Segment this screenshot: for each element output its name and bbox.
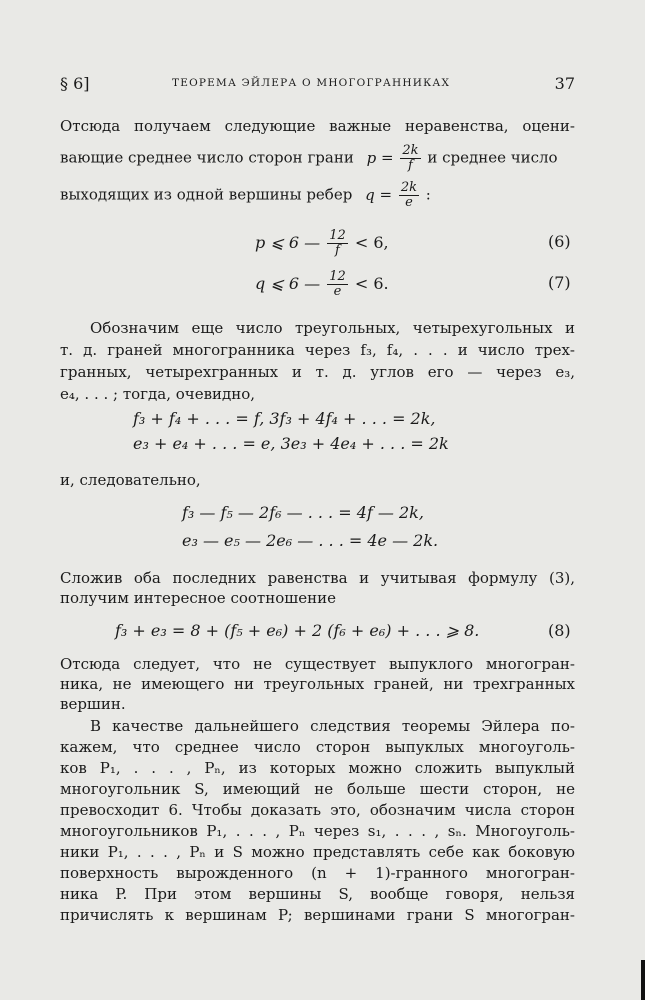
fraction-2k-over-f [400, 144, 420, 173]
fraction-numerator: 12 [329, 228, 346, 243]
paragraph-line: кажем, что среднее число сторон выпуклых многоуголь- [60, 738, 575, 756]
text-fragment: выходящих из одной вершины ребер [60, 185, 353, 204]
text-fragment: вающие среднее число сторон грани [60, 148, 354, 167]
var-p: p [366, 148, 377, 167]
equals-sign: = [379, 185, 393, 204]
fraction-denominator: f [408, 158, 413, 173]
equation-8: f₃ + e₃ = 8 + (f₅ + e₆) + 2 (f₆ + e₆) + . . . ⩾ 8. [115, 621, 480, 640]
equation-lhs: p ⩽ 6 — [255, 233, 321, 252]
system-equation-line: e₃ + e₄ + . . . = e, 3e₃ + 4e₄ + . . . = 2k [133, 434, 449, 453]
fraction-denominator: e [405, 195, 413, 210]
equation-7 [255, 270, 389, 299]
fraction-12-over-f [327, 229, 348, 258]
running-header [60, 74, 575, 96]
page-number: 37 [554, 74, 575, 93]
paragraph-line: e₄, . . . ; тогда, очевидно, [60, 385, 256, 403]
equation-lhs: q ⩽ 6 — [255, 274, 321, 293]
paragraph-line: т. д. граней многогранника через f₃, f₄, . . . и число трех- [60, 341, 575, 359]
paragraph-line: поверхность вырожденного (n + 1)-гранного многогран- [60, 864, 575, 882]
var-q: q [365, 185, 375, 204]
scan-edge-mark [641, 960, 645, 1000]
system-equation-line: e₃ — e₅ — 2e₆ — . . . = 4e — 2k. [182, 531, 439, 550]
equation-label-6: (6) [548, 232, 571, 251]
equals-sign: = [381, 148, 394, 167]
colon: : [425, 185, 431, 204]
paragraph-line: ника P. При этом вершины S, вообще говоря, нельзя [60, 885, 575, 903]
paragraph-line: Сложив оба последних равенства и учитывая формулу (3), [60, 569, 575, 587]
paragraph-line: многоугольник S, имеющий не больше шести сторон, не [60, 780, 575, 798]
fraction-numerator: 2k [402, 143, 419, 158]
equation-6 [255, 229, 389, 258]
section-mark: § 6] [60, 74, 90, 93]
paragraph-line: ков P₁, . . . , Pₙ, из которых можно сложить выпуклый [60, 759, 575, 777]
paragraph-line: причислять к вершинам P; вершинами грани S многогран- [60, 906, 575, 924]
fraction-numerator: 12 [329, 269, 346, 284]
equation-rhs: < 6. [354, 274, 389, 293]
paragraph-line: гранных, четырехгранных и т. д. углов его — через e₃, [60, 363, 575, 381]
paragraph-line: многоугольников P₁, . . . , Pₙ через s₁, . . . , sₙ. Многоуголь- [60, 822, 575, 840]
text-line: и, следовательно, [60, 471, 201, 489]
system-equation-line: f₃ — f₅ — 2f₆ — . . . = 4f — 2k, [182, 503, 424, 522]
paragraph-line: Отсюда следует, что не существует выпуклого многогран- [60, 655, 575, 673]
equation-label-8: (8) [548, 621, 571, 640]
paragraph-line: В качестве дальнейшего следствия теоремы Эйлера по- [90, 717, 575, 735]
header-title: ТЕОРЕМА ЭЙЛЕРА О МНОГОГРАННИКАХ [172, 77, 451, 89]
paragraph-line: ника, не имеющего ни треугольных граней, ни трехгранных [60, 675, 575, 693]
fraction-12-over-e [327, 270, 348, 299]
paragraph-line: превосходит 6. Чтобы доказать это, обозначим числа сторон [60, 801, 575, 819]
text-line-with-fraction [60, 181, 575, 210]
text-line: Отсюда получаем следующие важные неравенства, оцени- [60, 117, 575, 135]
text-line-with-fraction [60, 144, 575, 173]
system-equation-line: f₃ + f₄ + . . . = f, 3f₃ + 4f₄ + . . . = 2k, [133, 409, 436, 428]
paragraph-line: Обозначим еще число треугольных, четырехугольных и [90, 319, 575, 337]
equation-rhs: < 6, [354, 233, 389, 252]
equation-label-7: (7) [548, 273, 571, 292]
paragraph-line: получим интересное соотношение [60, 589, 336, 607]
fraction-numerator: 2k [400, 180, 417, 195]
fraction-2k-over-e [399, 181, 419, 210]
paragraph-line: ники P₁, . . . , Pₙ и S можно представлять себе как боковую [60, 843, 575, 861]
fraction-denominator: e [333, 284, 342, 299]
fraction-denominator: f [335, 243, 340, 258]
paragraph-line: вершин. [60, 695, 126, 713]
text-fragment: и среднее число [427, 148, 558, 167]
